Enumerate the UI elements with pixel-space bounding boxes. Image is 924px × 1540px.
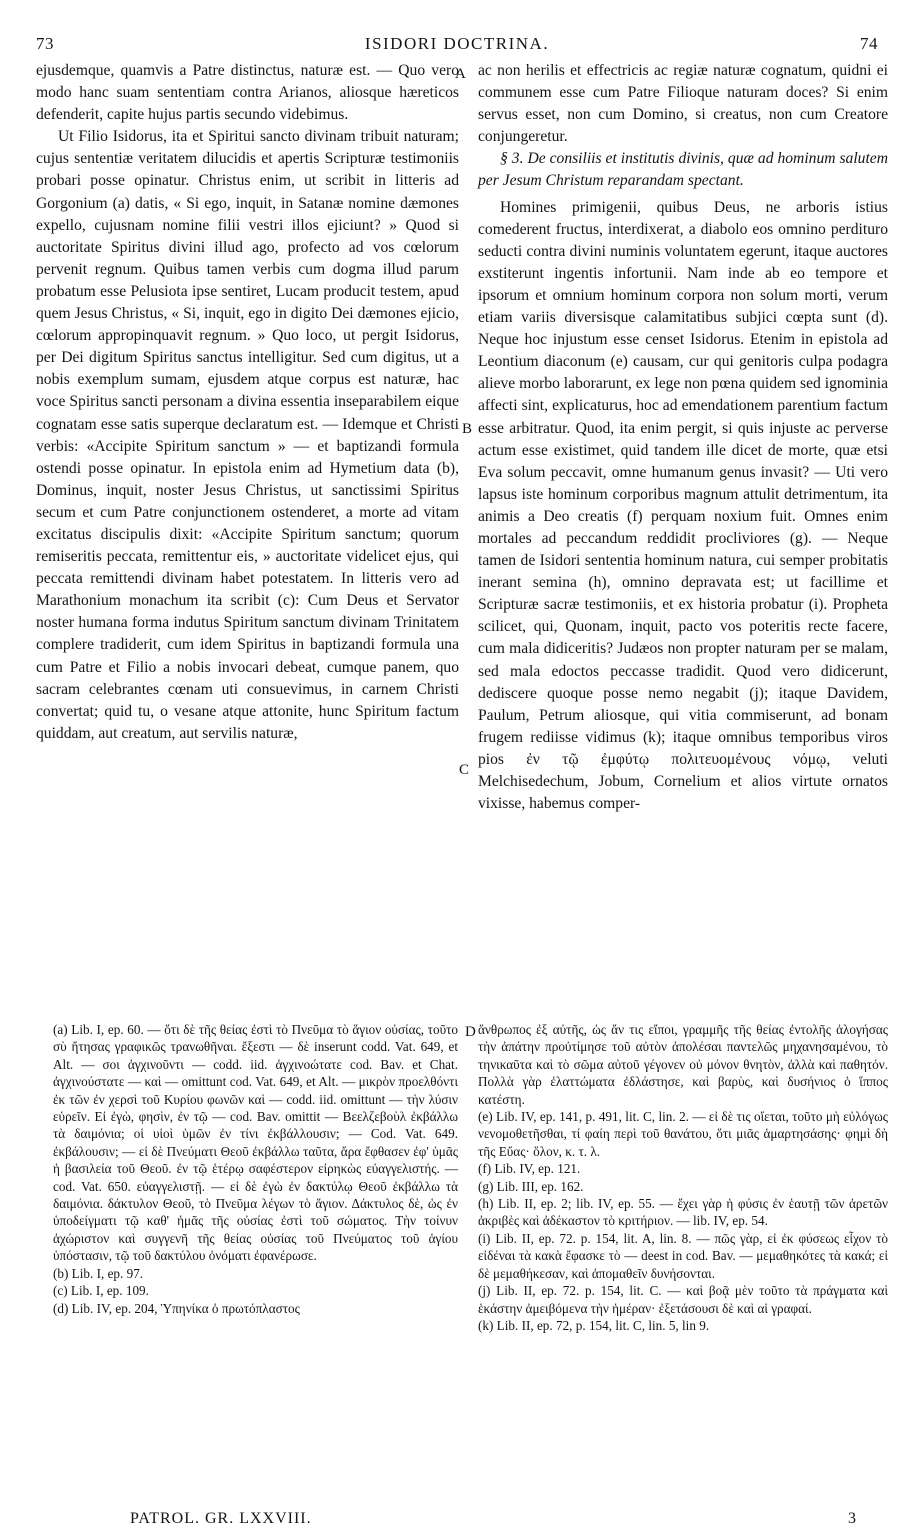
- margin-letter-a: A: [455, 66, 466, 82]
- footnote-a: (a) Lib. I, ep. 60. — ὅτι δὲ τῆς θείας ἐστὶ τὸ Πνεῦμα τὸ ἅγιον οὐσίας, τοῦτο σὺ ἤτησας γραφικῶς τρανωθῆναι. ἔξεστι — δὲ inserunt codd. Vat. 649, et Alt. — σοι ἀγχινοῦντι — codd. iid. ἀγχινοώτατε cod. Bav. et Chat. ἀγχινούστατε — καὶ — omittunt cod. Vat. 649, et Alt. — μικρὸν προελθόντι ἐκ τῶν ἐν χερσὶ τοῦ Κυρίου φωνῶν καὶ — codd. iid. omittunt — τὴν λύσιν εὑρεῖν. Εἰ ἐγὼ, φησὶν, ἐν τῷ — cod. Bav. omittit — Βεελζεβοὺλ ἐκβάλλω τὰ δαιμόνια; οἱ υἱοὶ ὑμῶν ἐν τίνι ἐκβάλλουσιν; — Cod. Vat. 649. ἐκβάλουσιν; — εἰ δὲ Πνεύματι Θεοῦ ἐκβάλλω ταῦτα, ἄρα ἔφθασεν ἐφ' ὑμᾶς ἡ βασιλεία τοῦ Θεοῦ. ἐν τῷ ἑτέρῳ σαφέστερον εἰρηκὼς εὐαγγελιστής. — cod. Vat. 650. εὐαγγελιστῇ. — εἰ δὲ ἐγὼ ἐν δακτύλῳ Θεοῦ ἐκβάλλω τὰ δαιμόνια. δάκτυλον Θεοῦ, τὸ Πνεῦμα λέγων τὸ ἅγιον. Δάκτυλος δὲ, ὡς ἐν ὑποδείγματι τῷ καθ' ἡμᾶς τῆς οὐσίας ἐστὶ τοῦ σώματος. Τὴν τοίνυν ἀχώριστον καὶ συγγενῆ τῆς θείας οὐσίας τοῦ Πνεύματος τοῦ ἁγίου ὑπόστασιν, τῷ τοῦ δακτύλου ὀνόματι ἐφανέρωσε.: [53, 1022, 458, 1264]
- running-title: ISIDORI DOCTRINA.: [364, 34, 550, 53]
- section-heading: § 3. De consiliis et institutis divinis, quæ ad hominum salutem per Jesum Christum reparandam spectant.: [478, 150, 888, 190]
- footnote-e: (e) Lib. IV, ep. 141, p. 491, lit. C, lin. 2. — εἰ δὲ τις οἴεται, τοῦτο μὴ εὐλόγως νενομοθετῆσθαι, τί φαίη περὶ τοῦ θανάτου, ὅτι μιᾶς ἁμαρτησάσης· φημὶ δὴ τῆς Εὔας· ὅλον, κ. τ. λ.: [478, 1109, 888, 1159]
- footnote-k: (k) Lib. II, ep. 72, p. 154, lit. C, lin. 5, lin 9.: [478, 1317, 710, 1333]
- left-paragraph-1: ejusdemque, quamvis a Patre distinctus, naturæ est. — Quo vero modo hanc suam sententiam contra Arianos, aliosque hæreticos defenderit, capite hujus partis secundo videbimus.: [36, 62, 459, 124]
- right-intro-paragraph: ac non herilis et effectricis ac regiæ naturæ cognatum, quidni ei communem esse cum Patre Filioque naturam doces? Si enim servus esset, non cum Domino, si creatus, non cum Creatore conjungeretur.: [478, 62, 888, 146]
- left-column: [36, 60, 459, 745]
- footnotes-right: [478, 1021, 888, 1334]
- footnote-g: (g) Lib. III, ep. 162.: [478, 1178, 584, 1194]
- margin-letter-c: C: [459, 762, 470, 778]
- footnote-d: (d) Lib. IV, ep. 204, Ὑπηνίκα ὁ πρωτόπλαστος: [53, 1300, 300, 1316]
- footnote-c: (c) Lib. I, ep. 109.: [53, 1283, 149, 1299]
- signature-number: 3: [848, 1510, 857, 1527]
- right-column: [478, 60, 888, 815]
- right-paragraph: Homines primigenii, quibus Deus, ne arboris istius comederent fructus, interdixerat, a diabolo eos omnino perdituro seducti contra divini numinis voluntatem egerunt, itaque auctores exstiterunt ingentis infortunii. Nam inde ab eo tempore et ipsorum et omnium hominum corpora non solum morti, verum etiam variis diversisque calamitatibus subjici cœpta sunt (d). Neque hoc injustum esse censet Isidorus. Etenim in epistola ad Leontium diaconum (e) causam, cur qui genitoris culpa podagra alieve morbo laborarunt, ex lege non pœna quidem sed ignominia affecti sint, explicaturus, hoc ad emendationem parentium factum esse arbitratur. Quod, ita enim pergit, si quis injuste ac perverse actum esse existimet, quid tandem ille dicet de morte, quæ etsi Eva solum peccavit, omne humanum genus invasit? — Uti vero lapsus iste hominum corporibus magnum attulit detrimentum, ita animis a Deo creatis (f) perquam noxium fuit. Omnes enim mortales ad peccandum reddidit procliviores (g). — Neque tamen de Isidori sententia hominum natura, cui semper probitatis inerant semina (h), omnino depravata est; ut facillime et Scripturæ sacræ testimoniis, et ex historia probatur (i). Propheta scilicet, qui, Quonam, inquit, pacto vos poteritis recte facere, cum mala didiceritis? Judæos non propter naturam per se malam, sed mala edoctos peccasse tradidit. Quod vero didicerunt, dediscere quoque posse nemo negabit (j); itaque Davidem, Paulum, Petrum aliosque, qui vitia commiserunt, ad bonam frugem rediisse vidimus (k); itaque omnibus temporibus viros pios ἐν τῷ ἐμφύτῳ πολιτευομένους νόμῳ, veluti Melchisedechum, Jobum, Cornelium et alios virtute ornatos vixisse, habemus comper-: [478, 198, 888, 813]
- page-number-right: 74: [860, 34, 878, 53]
- footnote-b: (b) Lib. I, ep. 97.: [53, 1265, 144, 1281]
- footnotes-left: [53, 1021, 458, 1317]
- left-paragraph-2: Ut Filio Isidorus, ita et Spiritui sancto divinam tribuit naturam; cujus sententiæ veritatem dilucidis et apertis Scripturæ testimoniis probari posse opinatur. Christus enim, ut scribit in litteris ad Gorgonium (a) datis, « Si ego, inquit, in Satanæ nomine dæmones expello, cujusnam nomine filii vestri illos ejiciunt? » Quod si auctoritate Spiritus divini illud ago, profecto ad vos cœlorum pervenit regnum. Quibus tamen verbis cum dogma illud parum probatum esse Pelusiota ipse sentiret, Lucam producit testem, apud quem Jesus Christus, « Si, inquit, ego in digito Dei dæmones ejicio, cœlorum appropinquavit regnum. » Quo loco, ut pergit Isidorus, per Dei digitum Spiritus sanctus intelligitur. Sed cum digitus, ut a nobis exemplum sumam, ejusdem atque corpus est naturæ, hac voce Spiritus sancti personam a divina essentia inseparabilem eique cognatam esse satis superque declaratum est. — Idemque et Christi verbis: «Accipite Spiritum sanctum » — et baptizandi formula ostendi posse opinatur. In epistola enim ad Hymetium data (b), Dominus, inquit, noster Jesus Christus, ut sanctissimi Spiritus secum et cum Patre conjunctionem ostenderet, a morte ad vitam excitatus discipulis dixit: «Accipite Spiritum sanctum; quorum remiseritis peccata, remittentur eis, » auctoritate videlicet ejus, qui peccata remittendi divinam habet potestatem. In litteris vero ad Marathonium monachum ita scribit (c): Cum Deus et Servator noster humana forma indutus Spiritum sanctum divinam Trinitatem complere tradiderit, cum idem Spiritus in baptizandi formula una cum Patre et Filio a nobis invocari debeat, cumque panem, quo sacram celebrantes cœnam uti consuevimus, in carnem Christi convertat; quid tu, o vesane atque attonite, hunc Spiritum factum quiddam, aut creatum, aut servilis naturæ,: [36, 128, 459, 742]
- margin-letter-d: D: [465, 1024, 476, 1040]
- footnote-j: (j) Lib. II, ep. 72. p. 154, lit. C. — καὶ βοᾷ μὲν τοῦτο τὰ πράγματα καὶ ἑκάστην ἀμειβόμενα τὴν ἡμέραν· ἐξετάσουσι δὲ καὶ αἱ γραφαί.: [478, 1283, 888, 1316]
- running-header: [36, 34, 878, 60]
- signature-mark: PATROL. GR. LXXVIII.: [130, 1510, 312, 1527]
- footnote-i: (i) Lib. II, ep. 72. p. 154, lit. A, lin. 8. — πῶς γὰρ, εἰ ἐκ φύσεως εἶχον τὸ εἰδέναι τὰ κακὰ ἔφασκε τὸ — deest in cod. Bav. — μεμαθηκότες τὰ κακά; εἰ δὲ μεμαθήκεσαν, καὶ ἀπομαθεῖν δυνήσονται.: [478, 1230, 888, 1281]
- margin-letter-b: B: [462, 421, 473, 437]
- footnote-f: (f) Lib. IV, ep. 121.: [478, 1161, 581, 1177]
- page-number-left: 73: [36, 34, 54, 53]
- footnote-h: (h) Lib. II, ep. 2; lib. IV, ep. 55. — ἔχει γὰρ ἡ φύσις ἐν ἑαυτῇ τῶν ἀρετῶν ἀκριβὲς καὶ ἀδέκαστον τὸ κριτήριον. — lib. IV, ep. 54.: [478, 1196, 888, 1229]
- footnote-d-continued: ἄνθρωπος ἐξ αὐτῆς, ὡς ἄν τις εἴποι, γραμμῆς τῆς θείας ἐντολῆς ἀλογήσας τὴν ἀπάτην προὐτίμησε τοῦ αὐτὸν ἀπολέσαι παντελῶς μηχανησαμένου, τὸ τηνικαῦτα καὶ τὸ σῶμα αὐτοῦ γέγονεν οὐ μόνον θνητὸν, ἀλλὰ καὶ παθητόν. Πολλὰ γὰρ ἐλαττώματα ἐδλάστησε, καὶ βαρὺς, καὶ δυσήνιος ὁ ἵππος κατέστη.: [478, 1022, 888, 1107]
